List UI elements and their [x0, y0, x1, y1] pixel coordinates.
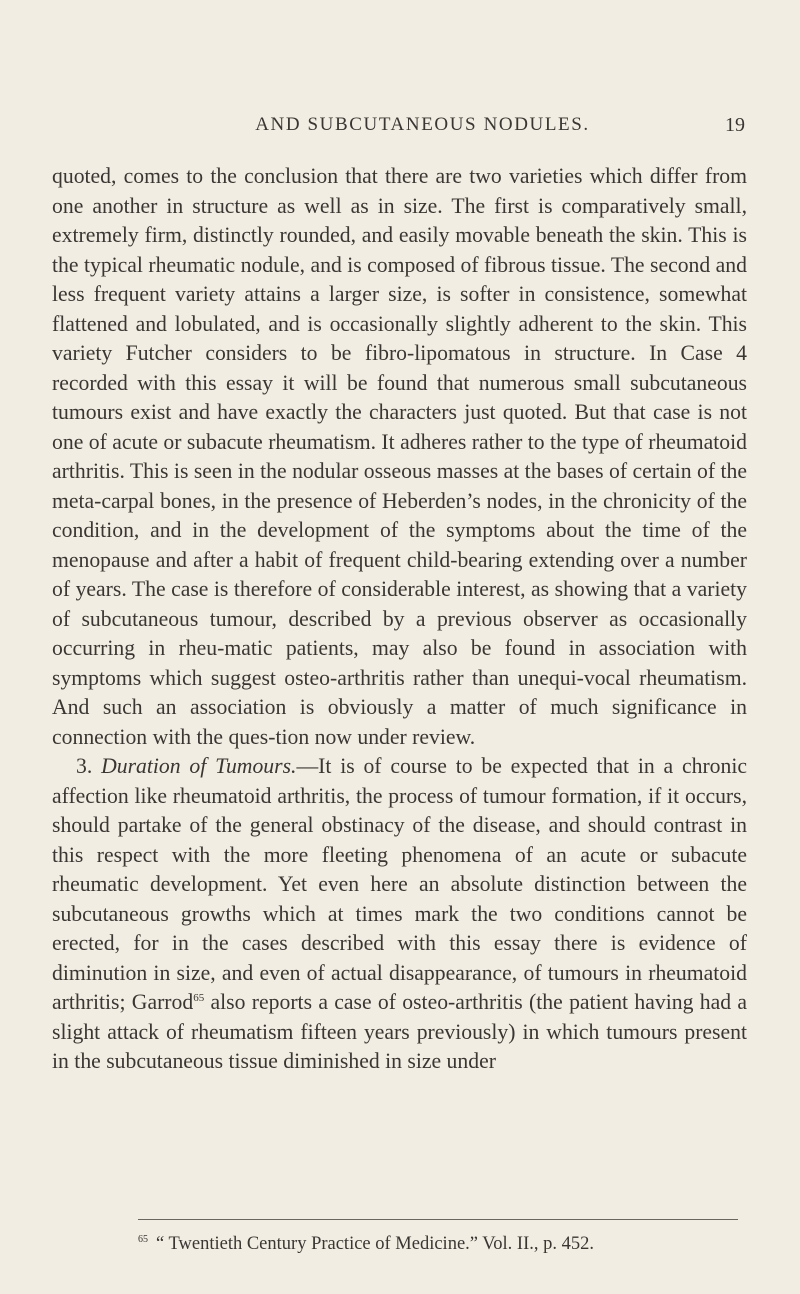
paragraph-2-text-a: —It is of course to be expected that in a chronic affection like rheumatoid arthritis, the process of tumour formation, if it occurs, should partake of the general obstinacy of the disease, and should contrast in this respect with the more fleeting phenomena of an acute or subacute rheumatic development. Yet even here an absolute distinction between the subcutaneous growths which at times mark the two conditions cannot be erected, for in the cases described with this essay there is evidence of diminution in size, and even of actual disappearance, of tumours in rheumatoid arthritis; Garrod — [52, 754, 748, 1014]
footnote-marker: 65 — [138, 1233, 148, 1245]
paragraph-2-text-b: also reports a case of osteo-arthritis (the patient having had a slight attack of rheumatism fifteen years previously) in which tumours present in the subcutaneous tissue diminished in size under — [52, 990, 747, 1073]
footnote — [138, 1232, 748, 1256]
footnote-rule — [138, 1219, 738, 1220]
footnote-reference: 65 — [193, 991, 205, 1004]
paragraph-1: quoted, comes to the conclusion that there are two varieties which differ from one another in structure as well as in size. The first is comparatively small, extremely firm, distinctly rounded, and easily movable beneath the skin. This is the typical rheumatic nodule, and is composed of fibrous tissue. The second and less frequent variety attains a larger size, is softer in consistence, somewhat flattened and lobulated, and is occasionally slightly adherent to the skin. This variety Futcher considers to be fibro-lipomatous in structure. In Case 4 recorded with this essay it will be found that numerous small subcutaneous tumours exist and have exactly the characters just quoted. But that case is not one of acute or subacute rheumatism. It adheres rather to the type of rheumatoid arthritis. This is seen in the nodular osseous masses at the bases of certain of the meta-carpal bones, in the presence of Heberden’s nodes, in the chronicity of the condition, and in the development of the symptoms about the time of the menopause and after a habit of frequent child-bearing extending over a number of years. The case is therefore of considerable interest, as showing that a variety of subcutaneous tumour, described by a previous observer as occasionally occurring in rheu-matic patients, may also be found in association with symptoms which suggest osteo-arthritis rather than unequi-vocal rheumatism. And such an association is obviously a matter of much significance in connection with the ques-tion now under review. — [52, 164, 747, 749]
running-title: AND SUBCUTANEOUS NODULES. — [255, 114, 590, 135]
footnote-text: “ Twentieth Century Practice of Medicine.” Vol. II., p. 452. — [156, 1234, 594, 1254]
page-number: 19 — [725, 114, 745, 136]
section-number: 3. — [76, 754, 93, 778]
paragraph-2 — [52, 752, 747, 1077]
running-head — [100, 114, 745, 144]
body-text — [52, 162, 747, 1077]
section-heading: Duration of Tumours. — [101, 754, 297, 778]
